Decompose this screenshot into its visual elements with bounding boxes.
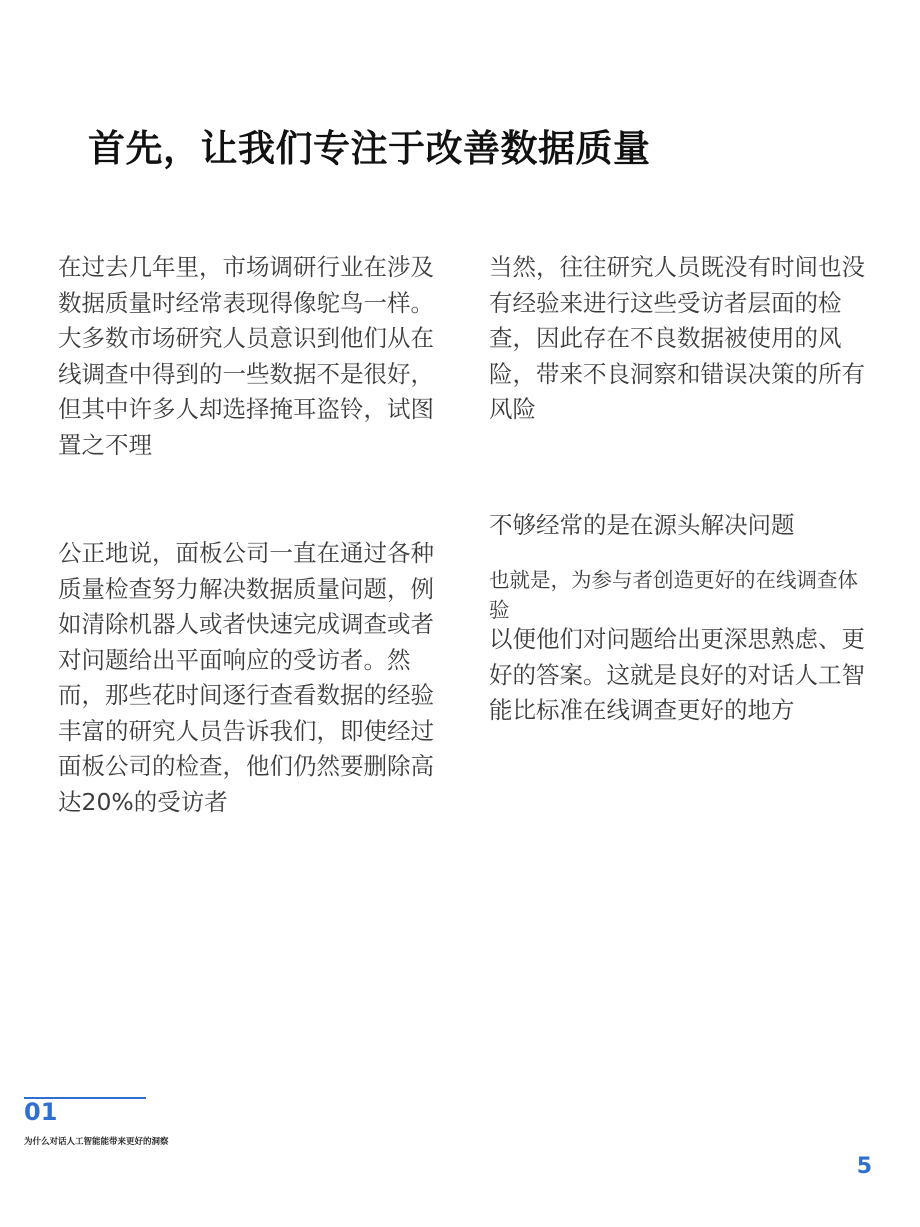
section-caption: 为什么对话人工智能能带来更好的洞察 bbox=[24, 1137, 169, 1147]
left-paragraph-2: 公正地说，面板公司一直在通过各种质量检查努力解决数据质量问题，例如清除机器人或者快速完成调查或者对问题给出平面响应的受访者。然而，那些花时间逐行查看数据的经验丰富的研究人员告诉我们，即使经过面板公司的检查，他们仍然要删除高达20%的受访者 bbox=[58, 539, 434, 816]
section-number: 01 bbox=[24, 1098, 58, 1126]
left-paragraph-1: 在过去几年里，市场调研行业在涉及数据质量时经常表现得像鸵鸟一样。大多数市场研究人员意识到他们从在线调查中得到的一些数据不是很好，但其中许多人却选择掩耳盗铃，试图置之不理 bbox=[58, 253, 434, 459]
page-title: 首先，让我们专注于改善数据质量 bbox=[88, 127, 651, 170]
right-heading: 不够经常的是在源头解决问题 bbox=[489, 511, 795, 539]
right-paragraph-2: 以便他们对问题给出更深思熟虑、更好的答案。这就是良好的对话人工智能比标准在线调查更好的地方 bbox=[489, 625, 865, 724]
right-subheading: 也就是，为参与者创造更好的在线调查体验 bbox=[489, 568, 858, 622]
page-number: 5 bbox=[856, 1154, 872, 1179]
right-paragraph-1: 当然，往往研究人员既没有时间也没有经验来进行这些受访者层面的检查，因此存在不良数据被使用的风险，带来不良洞察和错误决策的所有风险 bbox=[489, 253, 865, 423]
